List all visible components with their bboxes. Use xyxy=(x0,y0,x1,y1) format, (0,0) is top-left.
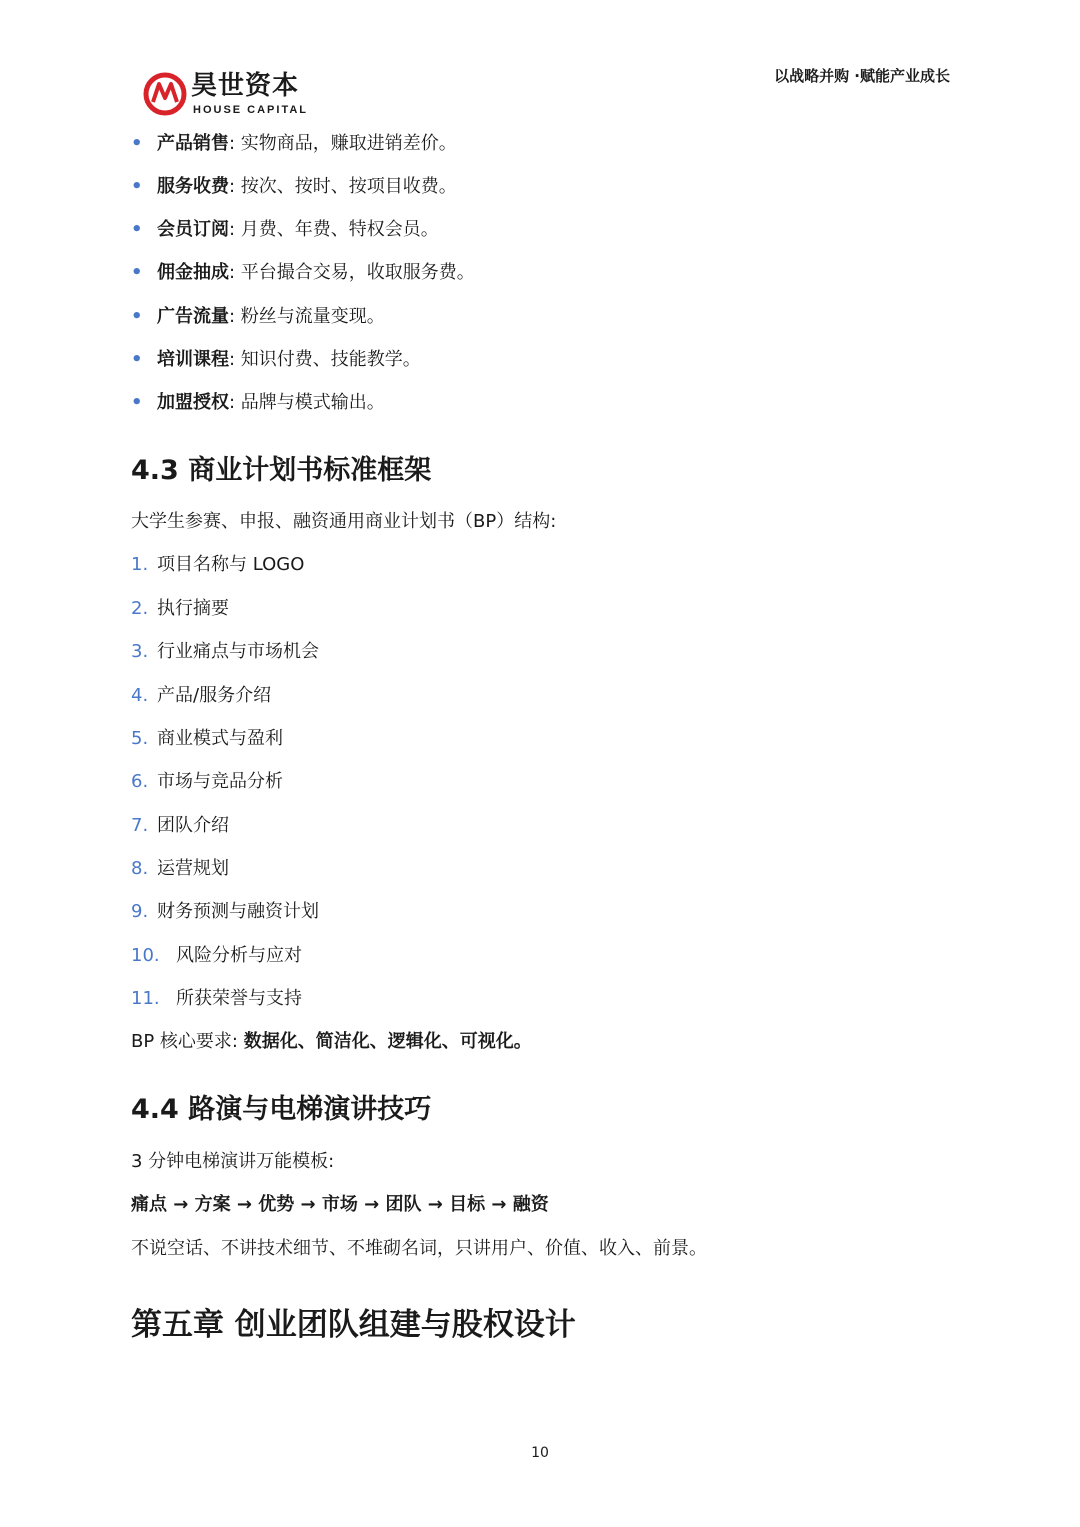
bullet-dot-icon: • xyxy=(131,392,143,413)
list-item-desc: : 知识付费、技能教学。 xyxy=(229,349,421,370)
list-item-number: 4. xyxy=(131,685,149,706)
bullet-dot-icon: • xyxy=(131,262,143,283)
list-item-text: 行业痛点与市场机会 xyxy=(157,641,319,662)
bullet-dot-icon: • xyxy=(131,306,143,327)
bullet-dot-icon: • xyxy=(131,349,143,370)
list-item-term: 会员订阅 xyxy=(157,219,229,240)
requirement-value: 数据化、简洁化、逻辑化、可视化。 xyxy=(243,1031,532,1052)
list-item-number: 6. xyxy=(131,771,149,792)
list-item-number: 7. xyxy=(131,815,149,836)
bullet-dot-icon: • xyxy=(131,176,143,197)
list-item-term: 产品销售 xyxy=(157,133,229,154)
list-item xyxy=(131,726,283,752)
list-item xyxy=(131,986,302,1012)
bullet-dot-icon: • xyxy=(131,133,143,154)
list-item-text: 风险分析与应对 xyxy=(176,945,302,966)
bp-core-requirement xyxy=(131,1029,532,1055)
list-item-term: 佣金抽成 xyxy=(157,262,229,283)
logo-text-cn: 昊世资本 xyxy=(191,71,300,101)
section-heading-4-3: 4.3 商业计划书标准框架 xyxy=(131,455,432,486)
list-item xyxy=(131,683,271,709)
list-item-number: 9. xyxy=(131,901,149,922)
list-item-text: 运营规划 xyxy=(157,858,229,879)
list-item-term: 加盟授权 xyxy=(157,392,229,413)
bullet-dot-icon: • xyxy=(131,219,143,240)
list-item xyxy=(131,304,385,330)
list-item-desc: : 按次、按时、按项目收费。 xyxy=(229,176,457,197)
logo-text-en: HOUSE CAPITAL xyxy=(193,104,309,116)
section-heading-4-4: 4.4 路演与电梯演讲技巧 xyxy=(131,1094,432,1125)
list-item-term: 广告流量 xyxy=(157,306,229,327)
pitch-template: 痛点 → 方案 → 优势 → 市场 → 团队 → 目标 → 融资 xyxy=(131,1194,549,1215)
list-item xyxy=(131,174,457,200)
list-item-desc: : 月费、年费、特权会员。 xyxy=(229,219,439,240)
list-item-number: 5. xyxy=(131,728,149,749)
list-item xyxy=(131,131,457,157)
list-item-number: 2. xyxy=(131,598,149,619)
list-item-text: 所获荣誉与支持 xyxy=(176,988,302,1009)
list-item-desc: : 粉丝与流量变现。 xyxy=(229,306,385,327)
list-item xyxy=(131,813,229,839)
list-item-text: 项目名称与 LOGO xyxy=(157,554,305,575)
list-item-text: 财务预测与融资计划 xyxy=(157,901,319,922)
list-item-text: 市场与竞品分析 xyxy=(157,771,283,792)
list-item-text: 产品/服务介绍 xyxy=(157,685,272,706)
list-item-text: 商业模式与盈利 xyxy=(157,728,283,749)
list-item-text: 执行摘要 xyxy=(157,598,229,619)
logo-mark-icon xyxy=(143,72,187,116)
list-item xyxy=(131,260,475,286)
list-item-number: 10. xyxy=(131,945,160,966)
list-item-text: 团队介绍 xyxy=(157,815,229,836)
chapter-heading: 第五章 创业团队组建与股权设计 xyxy=(131,1307,576,1343)
requirement-label: BP 核心要求: xyxy=(131,1031,244,1052)
list-item xyxy=(131,347,421,373)
list-item xyxy=(131,943,302,969)
list-item-desc: : 品牌与模式输出。 xyxy=(229,392,385,413)
list-item xyxy=(131,856,229,882)
list-item-number: 1. xyxy=(131,554,149,575)
pitch-note: 不说空话、不讲技术细节、不堆砌名词，只讲用户、价值、收入、前景。 xyxy=(131,1238,707,1259)
list-item xyxy=(131,639,319,665)
company-logo xyxy=(143,70,313,120)
list-item-desc: : 平台撮合交易，收取服务费。 xyxy=(229,262,475,283)
list-item xyxy=(131,769,283,795)
list-item xyxy=(131,552,304,578)
list-item-number: 3. xyxy=(131,641,149,662)
list-item xyxy=(131,217,439,243)
section-intro: 3 分钟电梯演讲万能模板: xyxy=(131,1151,335,1172)
list-item xyxy=(131,899,319,925)
list-item xyxy=(131,390,385,416)
list-item-number: 11. xyxy=(131,988,160,1009)
list-item-term: 服务收费 xyxy=(157,176,229,197)
page-number: 10 xyxy=(531,1445,549,1461)
list-item-number: 8. xyxy=(131,858,149,879)
header-slogan: 以战略并购 ·赋能产业成长 xyxy=(774,67,950,85)
list-item-desc: : 实物商品，赚取进销差价。 xyxy=(229,133,457,154)
list-item xyxy=(131,596,229,622)
section-intro: 大学生参赛、申报、融资通用商业计划书（BP）结构: xyxy=(131,511,557,532)
list-item-term: 培训课程 xyxy=(157,349,229,370)
